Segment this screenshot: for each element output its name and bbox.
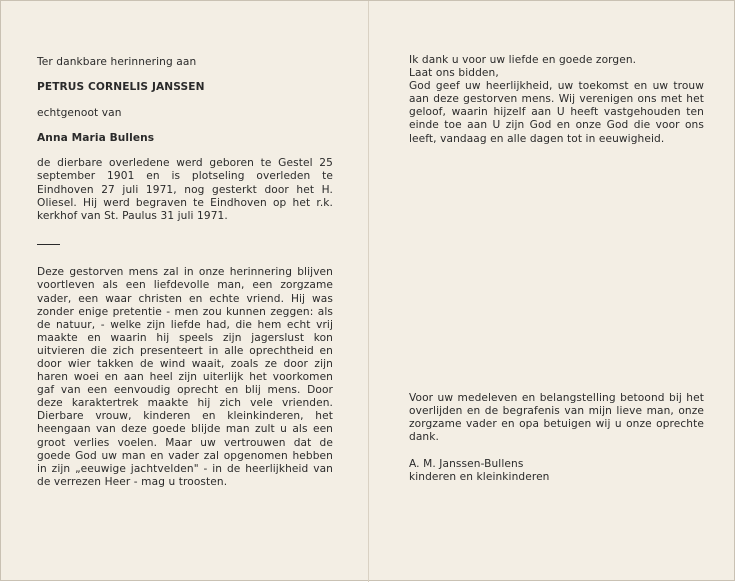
right-bottom-panel (409, 392, 704, 485)
thanks-line: Ik dank u voor uw liefde en goede zorgen. (409, 54, 637, 66)
family-line: kinderen en kleinkinderen (409, 471, 550, 484)
prayer-paragraph: God geef uw heerlijkheid, uw toekomst en uw trouw aan deze gestorven mens. Wij verenigen ons met het geloof, waarin hijzelf aan U heeft vastgehouden ten einde toe aan U zijn God en onze God die voor ons leeft, vandaag en alle dagen tot in eeuwigheid. (409, 80, 704, 145)
pray-line: Laat ons bidden, (409, 67, 499, 80)
bio-paragraph: de dierbare overledene werd geboren te Gestel 25 september 1901 en is plotseling overleden te Eindhoven 27 juli 1971, nog gesterkt door het H. Oliesel. Hij werd begraven te Eindhoven op het r.k. kerkhof van St. Paulus 31 juli 1971. (37, 157, 333, 222)
separator-dash (37, 244, 60, 246)
right-top-panel (409, 54, 704, 146)
card-fold (368, 1, 369, 582)
relation-text: echtgenoot van (37, 107, 122, 120)
signature-name: A. M. Janssen-Bullens (409, 458, 524, 471)
intro-text: Ter dankbare herinnering aan (37, 56, 197, 68)
left-panel (37, 56, 333, 489)
spouse-name: Anna Maria Bullens (37, 132, 155, 145)
deceased-name: PETRUS CORNELIS JANSSEN (37, 81, 205, 94)
acknowledgement-paragraph: Voor uw medeleven en belangstelling betoond bij het overlijden en de begrafenis van mijn lieve man, onze zorgzame vader en opa betuigen wij u onze oprechte dank. (409, 392, 704, 444)
tribute-paragraph: Deze gestorven mens zal in onze herinnering blijven voortleven als een liefdevolle man, een zorgzame vader, een waar christen en echte vriend. Hij was zonder enige pretentie - men zou kunnen zeggen: als de natuur, - welke zijn liefde had, die hem echt vrij maakte en waarin hij speels zijn jagerslust kon uitvieren die zich presenteert in alle oprechtheid en door wier takken de wind waait, zoals ze door zijn haren woei en aan heel zijn uiterlijk het voorkomen gaf van een eenvoudig oprecht en blij mens. Door deze karaktertrek maakte hij zich vele vrienden. Dierbare vrouw, kinderen en kleinkinderen, het heengaan van deze goede blijde man zult u als een groot verlies voelen. Maar uw vertrouwen dat de goede God uw man en vader zal opgenomen hebben in zijn „eeuwige jachtvelden" - in de heerlijkheid van de verrezen Heer - mag u troosten. (37, 266, 333, 488)
